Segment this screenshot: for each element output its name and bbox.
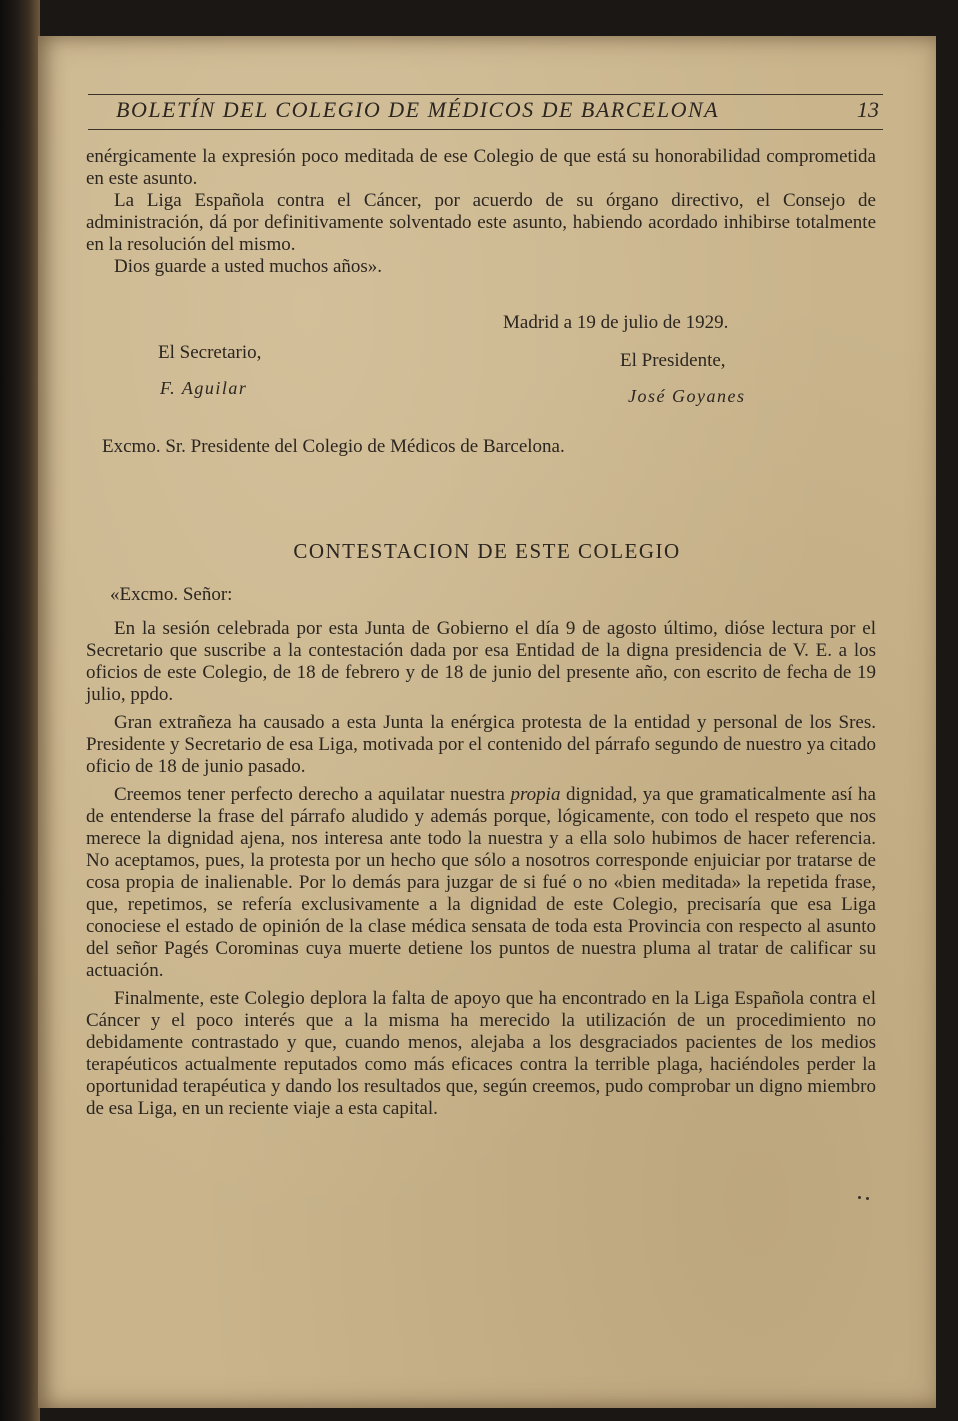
reply-paragraph: En la sesión celebrada por esta Junta de Gobierno el día 9 de agosto último, dióse lectura por el Secretario que suscribe a la contestación dada por esa Entidad de la digna presidencia de V. E. a los oficios de este Colegio, de 18 de febrero y de 18 de junio del presente año, con escrito de fecha de 19 julio, ppdo. (86, 618, 876, 705)
secretary-signature: F. Aguilar (160, 378, 248, 398)
reply-paragraph (86, 784, 876, 982)
journal-title: BOLETÍN DEL COLEGIO DE MÉDICOS DE BARCELONA (116, 97, 720, 122)
letter-paragraph: enérgicamente la expresión poco meditada de ese Colegio de que está su honorabilidad comprometida en este asunto. (86, 146, 876, 189)
section-heading: CONTESTACION DE ESTE COLEGIO (293, 539, 681, 563)
salutation: «Excmo. Señor: (110, 584, 233, 605)
addressee: Excmo. Sr. Presidente del Colegio de Médicos de Barcelona. (102, 436, 565, 457)
letter-body (86, 146, 876, 278)
secretary-title: El Secretario, (158, 342, 262, 363)
letter-closing: Dios guarde a usted muchos años». (114, 256, 383, 277)
president-title: El Presidente, (620, 350, 726, 371)
president-signature: José Goyanes (628, 386, 746, 406)
reply-paragraph: Finalmente, este Colegio deplora la falta de apoyo que ha encontrado en la Liga Española contra el Cáncer y el poco interés que a la misma ha merecido la utilización de un procedimiento no debidamente contrastado y que, cuando menos, alejaba a los desgraciados pacientes de los medios terapéuticos actualmente reputados como más eficaces contra la terrible plaga, haciéndoles perder la oportunidad terapéutica y dando los resultados que, según creemos, pudo comprobar un digno miembro de esa Liga, en un reciente viaje a esta capital. (86, 988, 876, 1119)
letter-paragraph: La Liga Española contra el Cáncer, por acuerdo de su órgano directivo, el Consejo de administración, dá por definitivamente solventado este asunto, habiendo acordado inhibirse totalmente en la resolución del mismo. (86, 190, 876, 255)
ink-speck (858, 1196, 861, 1199)
book-page (38, 36, 936, 1408)
reply-text: Creemos tener perfecto derecho a aquilatar nuestra (114, 784, 511, 805)
book-binding-edge (0, 0, 40, 1421)
place-date: Madrid a 19 de julio de 1929. (503, 312, 729, 333)
page-number: 13 (857, 97, 879, 122)
reply-text: dignidad, ya que gramaticalmente así ha de entenderse la frase del párrafo aludido y además porque, lógicamente, con todo el respeto que nos merece la dignidad ajena, nos interesa ante todo la nuestra y a ella solo hubimos de hacer referencia. No aceptamos, pues, la protesta por un hecho que sólo a nosotros corresponde enjuiciar por tratarse de cosa propia de inalienable. Por lo demás para juzgar de si fué o no «bien meditada» la repetida frase, que, repetimos, se refería exclusivamente a la dignidad de este Colegio, precisaría que esa Liga conociese el estado de opinión de la clase médica sensata de toda esta Provincia con respecto al asunto del señor Pagés Corominas cuya muerte detiene los puntos de nuestra pluma al tratar de calificar su actuación. (86, 784, 876, 981)
ink-speck (866, 1197, 869, 1200)
reply-paragraph: Gran extrañeza ha causado a esta Junta la enérgica protesta de la entidad y personal de los Sres. Presidente y Secretario de esa Liga, motivada por el contenido del párrafo segundo de nuestro ya citado oficio de 18 de junio pasado. (86, 712, 876, 777)
running-head (88, 94, 883, 130)
emphasis-word: propia (510, 784, 561, 805)
reply-body (86, 584, 876, 1120)
